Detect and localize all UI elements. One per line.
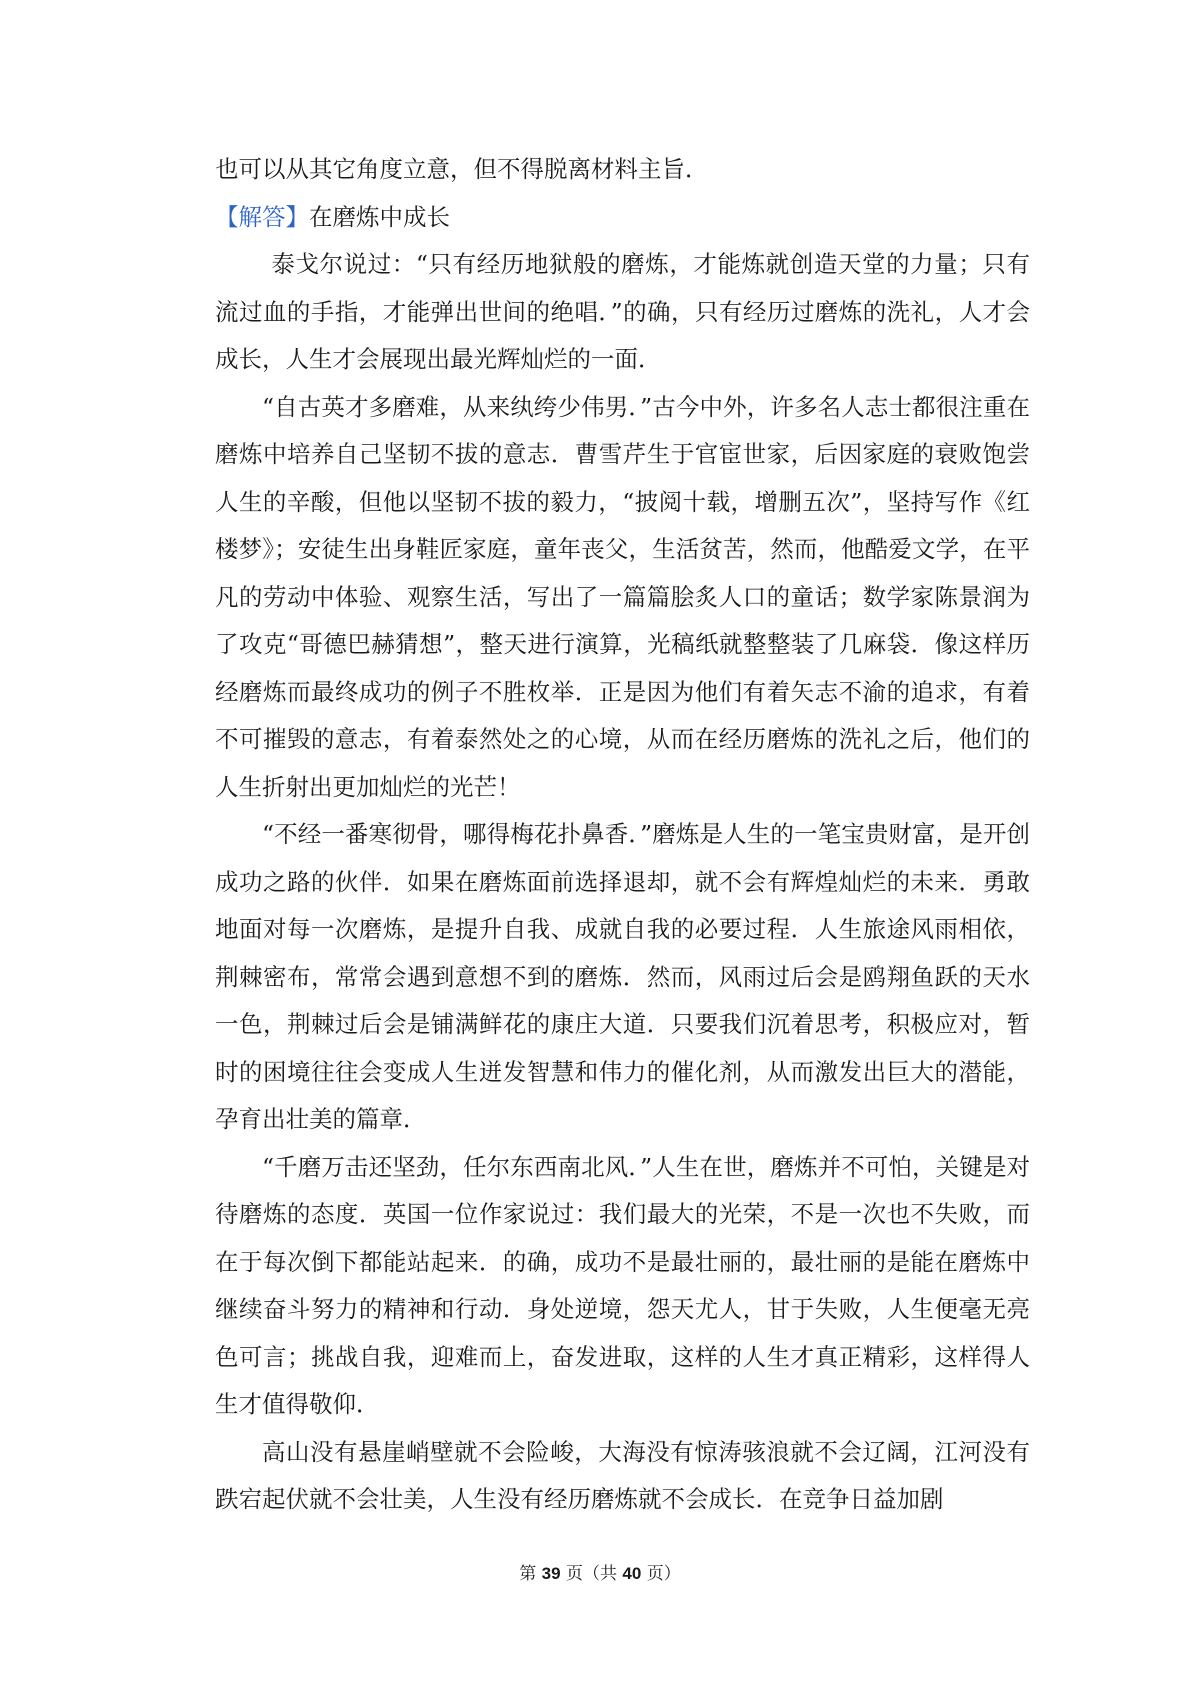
paragraph-5: 高山没有悬崖峭壁就不会险峻，大海没有惊涛骇浪就不会辽阔，江河没有跌宕起伏就不会壮美，人生没有经历磨炼就不会成长．在竞争日益加剧 bbox=[215, 1437, 1030, 1513]
paragraph-1: 泰戈尔说过：“只有经历地狱般的磨炼，才能炼就创造天堂的力量；只有流过血的手指，才能弹出世间的绝唱．”的确，只有经历过磨炼的洗礼，人才会成长，人生才会展现出最光辉灿烂的一面． bbox=[215, 250, 1030, 373]
footer-prefix: 第 bbox=[519, 1564, 542, 1584]
answer-heading bbox=[215, 194, 1030, 242]
answer-tag: 【解答】 bbox=[215, 202, 309, 231]
paragraph-2: “自古英才多磨难，从来纨绔少伟男．”古今中外，许多名人志士都很注重在磨炼中培养自己坚韧不拔的意志．曹雪芹生于官宦世家，后因家庭的衰败饱尝人生的辛酸，但他以坚韧不拔的毅力，“披阅十载，增删五次”，坚持写作《红楼梦》；安徒生出身鞋匠家庭，童年丧父，生活贫苦，然而，他酷爱文学，在平凡的劳动中体验、观察生活，写出了一篇篇脍炙人口的童话；数学家陈景润为了攻克“哥德巴赫猜想”，整天进行演算，光稿纸就整整装了几麻袋．像这样历经磨炼而最终成功的例子不胜枚举．正是因为他们有着矢志不渝的追求，有着不可摧毁的意志，有着泰然处之的心境，从而在经历磨炼的洗礼之后，他们的人生折射出更加灿烂的光芒！ bbox=[215, 392, 1030, 801]
answer-title: 在磨炼中成长 bbox=[309, 202, 450, 231]
answer-body bbox=[215, 146, 1030, 1524]
paragraph-4: “千磨万击还坚劲，任尔东西南北风．”人生在世，磨炼并不可怕，关键是对待磨炼的态度．英国一位作家说过：我们最大的光荣，不是一次也不失败，而在于每次倒下都能站起来．的确，成功不是最壮丽的，最壮丽的是能在磨炼中继续奋斗努力的精神和行动．身处逆境，怨天尤人，甘于失败，人生便毫无亮色可言；挑战自我，迎难而上，奋发进取，这样的人生才真正精彩，这样得人生才值得敬仰． bbox=[215, 1152, 1030, 1418]
footer-suffix: 页） bbox=[641, 1564, 681, 1584]
footer-page-number: 39 bbox=[541, 1564, 561, 1583]
page-footer bbox=[0, 1559, 1200, 1584]
paragraph-3: “不经一番寒彻骨，哪得梅花扑鼻香．”磨炼是人生的一笔宝贵财富，是开创成功之路的伙伴．如果在磨炼面前选择退却，就不会有辉煌灿烂的未来．勇敢地面对每一次磨炼，是提升自我、成就自我的必要过程．人生旅途风雨相依，荆棘密布，常常会遇到意想不到的磨炼．然而，风雨过后会是鸥翔鱼跃的天水一色，荆棘过后会是铺满鲜花的康庄大道．只要我们沉着思考，积极应对，暂时的困境往往会变成人生迸发智慧和伟力的催化剂，从而激发出巨大的潜能，孕育出壮美的篇章． bbox=[215, 820, 1030, 1133]
footer-middle: 页（共 bbox=[560, 1564, 623, 1584]
footer-total-pages: 40 bbox=[622, 1564, 642, 1583]
intro-line: 也可以从其它角度立意，但不得脱离材料主旨． bbox=[215, 155, 709, 183]
